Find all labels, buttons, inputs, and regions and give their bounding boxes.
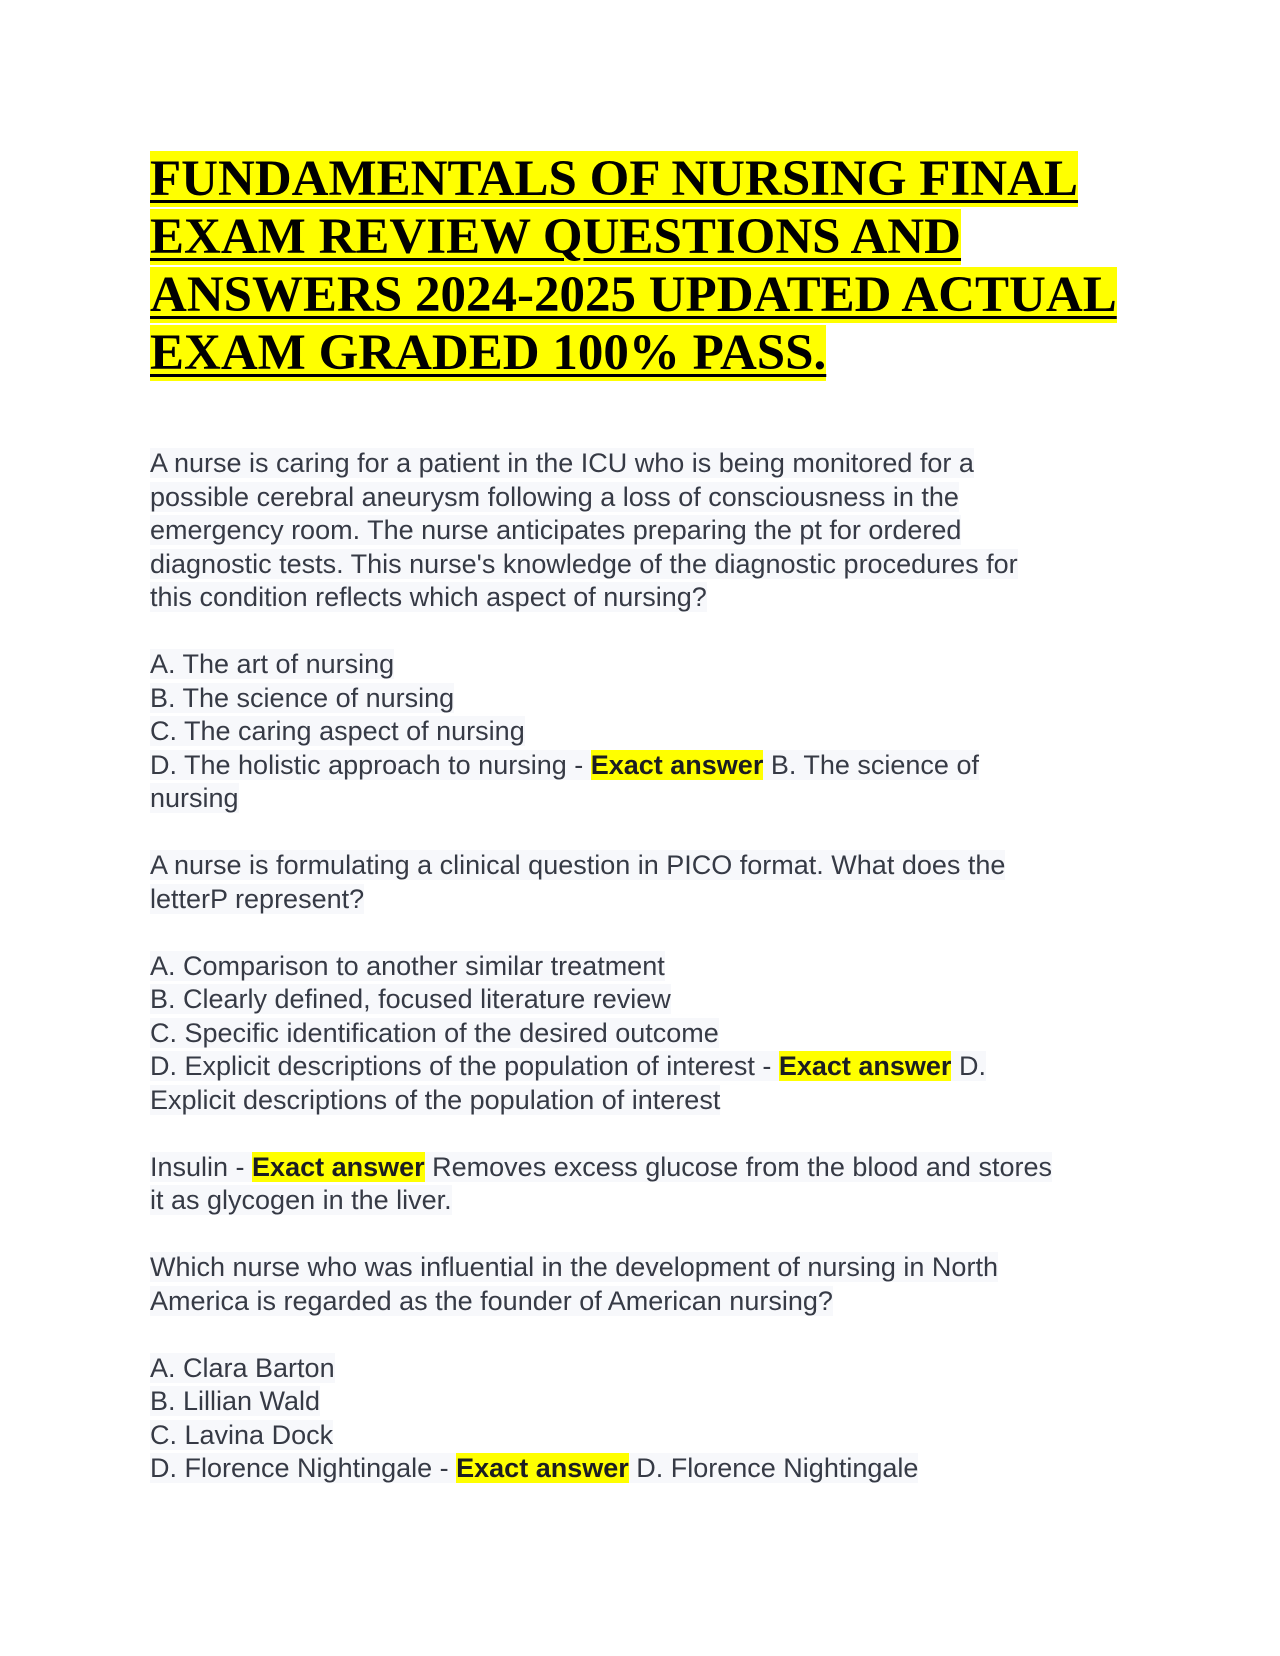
title-line: ANSWERS 2024-2025 UPDATED ACTUAL xyxy=(150,267,1117,323)
paragraph-gap xyxy=(150,816,1140,850)
answer-text-line: nursing xyxy=(150,783,239,813)
question-1 xyxy=(150,447,1140,816)
title-line: EXAM GRADED 100% PASS. xyxy=(150,325,827,381)
answer-text-line: Insulin - Exact answer Removes excess glucose from the blood and stores xyxy=(150,1151,1052,1182)
question-text-line: America is regarded as the founder of American nursing? xyxy=(150,1285,833,1316)
paragraph-gap xyxy=(150,1117,1140,1151)
answer-option: D. The holistic approach to nursing - Exact answer B. The science of xyxy=(150,749,979,780)
answer-text-line: Explicit descriptions of the population of interest xyxy=(150,1084,721,1115)
question-text-line: this condition reflects which aspect of nursing? xyxy=(150,582,707,612)
exact-answer-label: Exact answer xyxy=(778,1051,952,1081)
document-body xyxy=(150,447,1140,1486)
answer-option: B. Clearly defined, focused literature review xyxy=(150,984,671,1014)
answer-option: C. The caring aspect of nursing xyxy=(150,716,525,746)
question-2 xyxy=(150,849,1140,1117)
question-text-line: Which nurse who was influential in the development of nursing in North xyxy=(150,1252,998,1282)
answer-option: A. Comparison to another similar treatment xyxy=(150,950,665,981)
question-3 xyxy=(150,1151,1140,1218)
question-text-line: diagnostic tests. This nurse's knowledge of the diagnostic procedures for xyxy=(150,548,1018,579)
question-text-line: letterP represent? xyxy=(150,883,365,914)
question-text-line: A nurse is formulating a clinical question in PICO format. What does the xyxy=(150,850,1006,880)
question-text-line: possible cerebral aneurysm following a loss of consciousness in the xyxy=(150,481,959,512)
paragraph-gap xyxy=(150,916,1140,950)
question-text-line: emergency room. The nurse anticipates preparing the pt for ordered xyxy=(150,515,962,545)
paragraph-gap xyxy=(150,1318,1140,1352)
document-title xyxy=(150,150,1150,382)
title-line: EXAM REVIEW QUESTIONS AND xyxy=(150,209,961,265)
answer-option: A. The art of nursing xyxy=(150,649,395,679)
exact-answer-label: Exact answer xyxy=(456,1453,629,1483)
paragraph-gap xyxy=(150,1218,1140,1252)
title-line: FUNDAMENTALS OF NURSING FINAL xyxy=(150,151,1078,207)
exact-answer-label: Exact answer xyxy=(252,1151,425,1182)
paragraph-gap xyxy=(150,615,1140,649)
exact-answer-label: Exact answer xyxy=(590,749,764,780)
question-text-line: A nurse is caring for a patient in the ICU who is being monitored for a xyxy=(150,448,974,478)
question-4 xyxy=(150,1251,1140,1486)
answer-option: C. Lavina Dock xyxy=(150,1419,334,1450)
answer-text-line: it as glycogen in the liver. xyxy=(150,1185,452,1215)
answer-option: B. The science of nursing xyxy=(150,682,455,713)
answer-option: C. Specific identification of the desired outcome xyxy=(150,1017,719,1048)
answer-option: A. Clara Barton xyxy=(150,1352,335,1383)
answer-option: D. Explicit descriptions of the population of interest - Exact answer D. xyxy=(150,1051,986,1081)
answer-option: D. Florence Nightingale - Exact answer D. Florence Nightingale xyxy=(150,1453,919,1483)
answer-option: B. Lillian Wald xyxy=(150,1386,321,1416)
